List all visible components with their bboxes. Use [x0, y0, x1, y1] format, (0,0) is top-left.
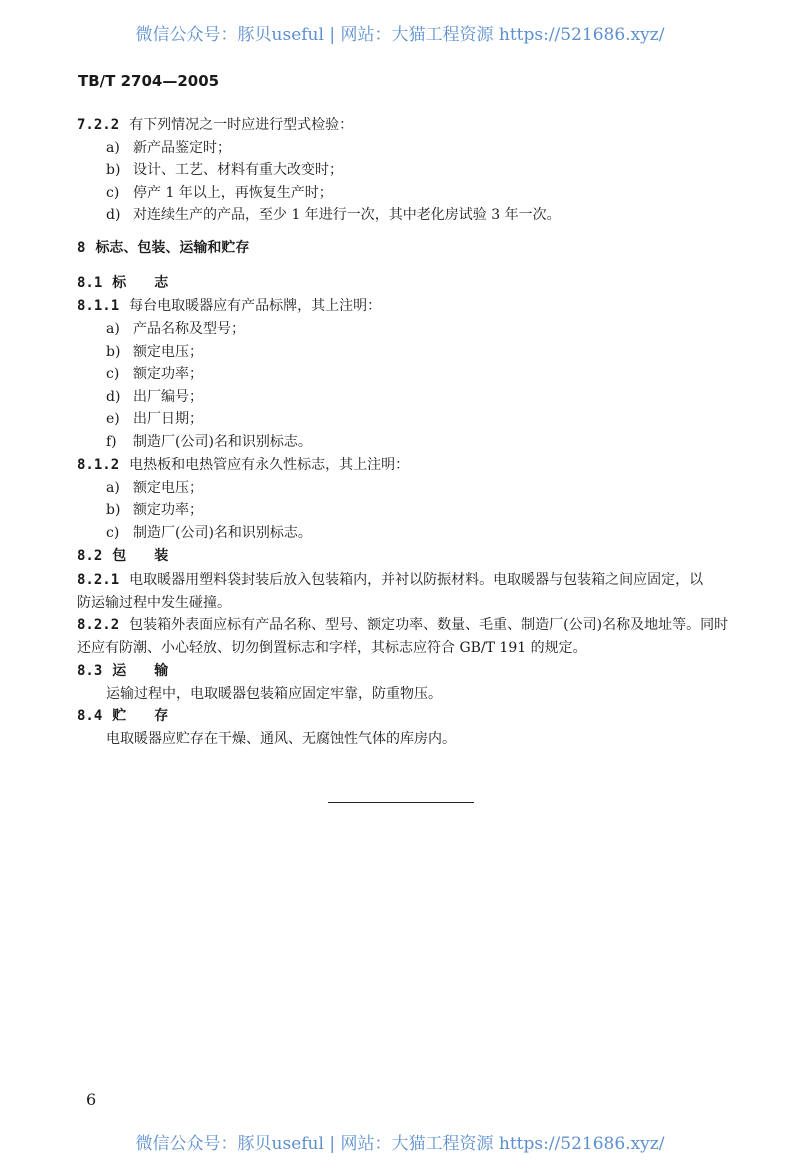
item-label: a)	[106, 321, 120, 337]
line-text: 电取暖器用塑料袋封装后放入包装箱内，并衬以防振材料。电取暖器与包装箱之间应固定，以	[129, 572, 704, 588]
document-header: TB/T 2704—2005	[78, 72, 220, 90]
item-label: d)	[106, 389, 121, 405]
line-para	[106, 729, 456, 749]
line-item	[106, 432, 312, 452]
clause-number: 8.4	[77, 708, 103, 724]
line-clause	[77, 455, 409, 475]
line-text: 电热板和电热管应有永久性标志，其上注明：	[129, 457, 410, 473]
clause-number: 8.2.1	[77, 572, 120, 588]
line-text: 每台电取暖器应有产品标牌，其上注明：	[129, 298, 382, 314]
line-text: 包 装	[112, 548, 169, 564]
line-text: 制造厂(公司)名和识别标志。	[133, 525, 312, 541]
line-text: 防运输过程中发生碰撞。	[77, 595, 231, 611]
line-text: 运 输	[112, 663, 169, 679]
clause-number: 8.1.2	[77, 457, 120, 473]
line-clause	[77, 115, 353, 135]
item-label: c)	[106, 185, 120, 201]
line-text: 贮 存	[112, 708, 169, 724]
item-label: c)	[106, 366, 120, 382]
line-text: 电取暖器应贮存在干燥、通风、无腐蚀性气体的库房内。	[106, 731, 456, 747]
line-clause	[77, 296, 381, 316]
line-text: 产品名称及型号；	[133, 321, 245, 337]
clause-number: 8	[77, 240, 86, 256]
line-text: 还应有防潮、小心轻放、切勿倒置标志和字样，其标志应符合 GB/T 191 的规定。	[77, 640, 587, 656]
line-item	[106, 183, 333, 203]
page-number: 6	[86, 1090, 97, 1109]
line-clause	[77, 615, 728, 635]
line-text: 制造厂(公司)名和识别标志。	[133, 434, 312, 450]
clause-number: 7.2.2	[77, 117, 120, 133]
line-text: 额定功率；	[133, 502, 203, 518]
line-item	[106, 138, 231, 158]
line-text: 出厂编号；	[133, 389, 203, 405]
line-item	[106, 523, 312, 543]
item-label: f)	[106, 434, 117, 450]
line-item	[106, 478, 203, 498]
line-chapter	[77, 238, 249, 258]
line-item	[106, 319, 245, 339]
clause-number: 8.1.1	[77, 298, 120, 314]
item-label: a)	[106, 480, 120, 496]
line-text: 标志、包装、运输和贮存	[95, 240, 250, 256]
item-label: a)	[106, 140, 120, 156]
line-section	[77, 661, 168, 681]
line-item	[106, 409, 203, 429]
line-cont	[77, 593, 231, 613]
line-clause	[77, 570, 703, 590]
line-item	[106, 500, 203, 520]
line-text: 出厂日期；	[133, 411, 203, 427]
line-text: 停产 1 年以上，再恢复生产时；	[133, 185, 333, 201]
line-text: 设计、工艺、材料有重大改变时；	[133, 162, 343, 178]
item-label: e)	[106, 411, 120, 427]
line-text: 标 志	[112, 275, 169, 291]
line-section	[77, 546, 168, 566]
clause-number: 8.3	[77, 663, 103, 679]
line-item	[106, 387, 203, 407]
line-text: 额定电压；	[133, 344, 203, 360]
item-label: c)	[106, 525, 120, 541]
line-section	[77, 273, 168, 293]
item-label: b)	[106, 162, 121, 178]
line-text: 新产品鉴定时；	[133, 140, 231, 156]
line-item	[106, 342, 203, 362]
line-item	[106, 364, 203, 384]
end-rule	[328, 802, 474, 803]
line-item	[106, 160, 343, 180]
clause-number: 8.2	[77, 548, 103, 564]
item-label: b)	[106, 344, 121, 360]
line-section	[77, 706, 168, 726]
clause-number: 8.2.2	[77, 617, 120, 633]
line-text: 运输过程中，电取暖器包装箱应固定牢靠，防重物压。	[106, 686, 442, 702]
line-text: 对连续生产的产品，至少 1 年进行一次，其中老化房试验 3 年一次。	[133, 207, 561, 223]
watermark-top: 微信公众号：豚贝useful | 网站：大猫工程资源 https://521686.xyz/	[135, 25, 665, 45]
line-item	[106, 205, 561, 225]
line-text: 额定电压；	[133, 480, 203, 496]
clause-number: 8.1	[77, 275, 103, 291]
line-text: 包装箱外表面应标有产品名称、型号、额定功率、数量、毛重、制造厂(公司)名称及地址等。同时	[129, 617, 729, 633]
line-cont	[77, 638, 587, 658]
item-label: b)	[106, 502, 121, 518]
watermark-bottom: 微信公众号：豚贝useful | 网站：大猫工程资源 https://521686.xyz/	[135, 1134, 665, 1154]
line-text: 额定功率；	[133, 366, 203, 382]
line-text: 有下列情况之一时应进行型式检验：	[129, 117, 354, 133]
line-para	[106, 684, 442, 704]
item-label: d)	[106, 207, 121, 223]
